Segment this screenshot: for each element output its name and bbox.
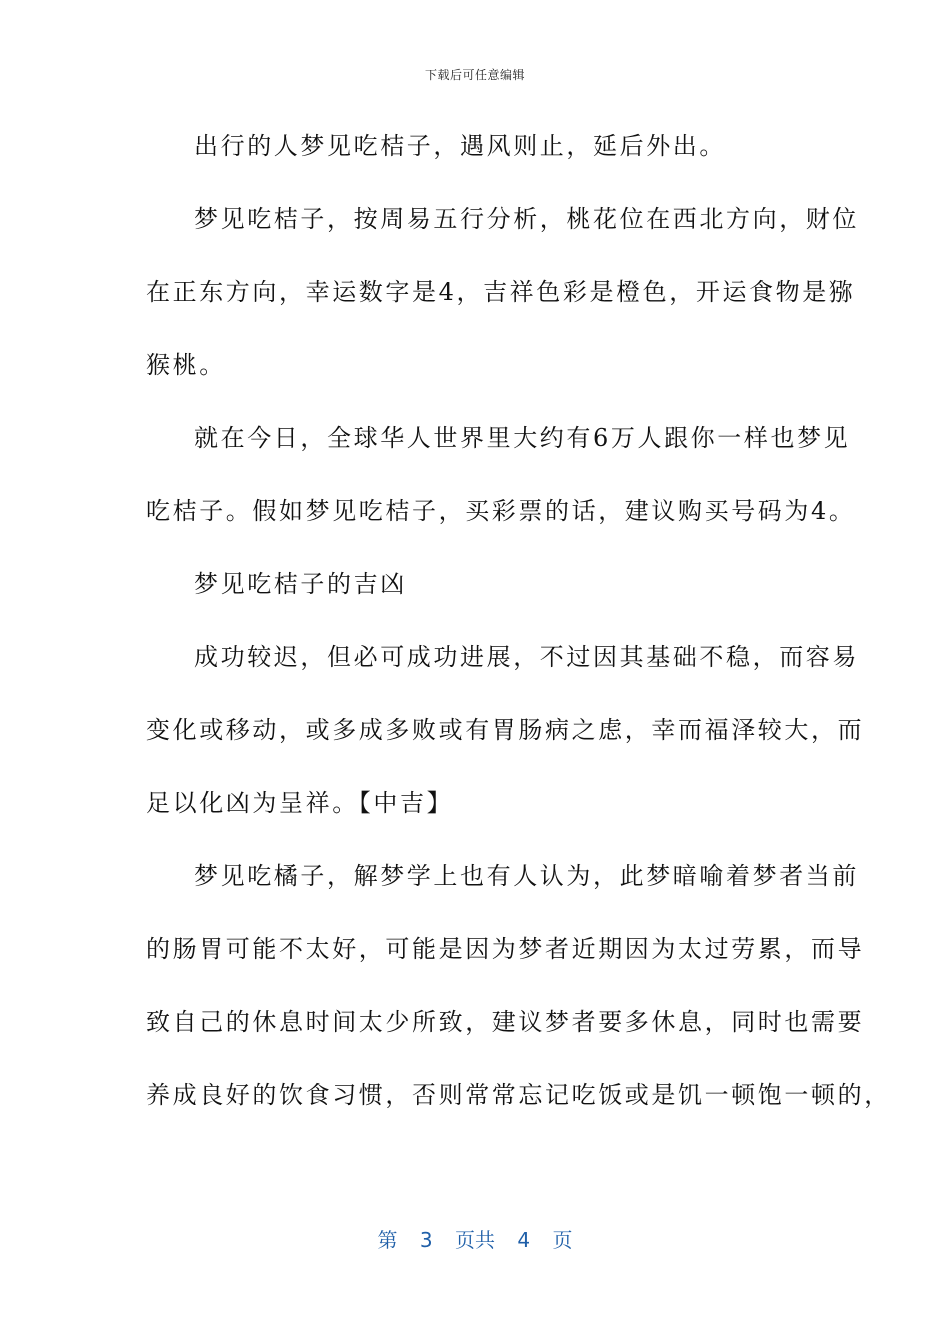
text-line: 在正东方向，幸运数字是4，吉祥色彩是橙色，开运食物是猕 <box>146 278 856 306</box>
text-line: 养成良好的饮食习惯，否则常常忘记吃饭或是饥一顿饱一顿的， <box>146 1081 891 1109</box>
footer-suffix: 页 <box>552 1228 573 1252</box>
text-line: 猴桃。 <box>146 351 226 379</box>
footer-middle: 页共 <box>455 1228 495 1252</box>
text-line: 致自己的休息时间太少所致，建议梦者要多休息，同时也需要 <box>146 1008 865 1036</box>
current-page-number: 3 <box>419 1228 433 1252</box>
text-line: 成功较迟，但必可成功进展，不过因其基础不稳，而容易 <box>194 643 859 671</box>
text-line: 梦见吃橘子，解梦学上也有人认为，此梦暗喻着梦者当前 <box>194 862 859 890</box>
text-line: 的肠胃可能不太好，可能是因为梦者近期因为太过劳累，而导 <box>146 935 865 963</box>
text-line: 梦见吃桔子，按周易五行分析，桃花位在西北方向，财位 <box>194 205 859 233</box>
page-header: 下载后可任意编辑 <box>424 68 525 82</box>
page-number-footer <box>0 1224 950 1253</box>
document-body <box>146 128 891 1150</box>
total-page-number: 4 <box>517 1228 531 1252</box>
section-heading: 梦见吃桔子的吉凶 <box>194 570 407 598</box>
text-line: 足以化凶为呈祥。【中吉】 <box>146 789 454 817</box>
text-line: 吃桔子。假如梦见吃桔子，买彩票的话，建议购买号码为4。 <box>146 497 856 525</box>
footer-prefix: 第 <box>377 1228 398 1252</box>
text-line: 就在今日，全球华人世界里大约有6万人跟你一样也梦见 <box>194 424 851 452</box>
text-line: 出行的人梦见吃桔子，遇风则止，延后外出。 <box>194 132 726 160</box>
text-line: 变化或移动，或多成多败或有胃肠病之虑，幸而福泽较大，而 <box>146 716 865 744</box>
